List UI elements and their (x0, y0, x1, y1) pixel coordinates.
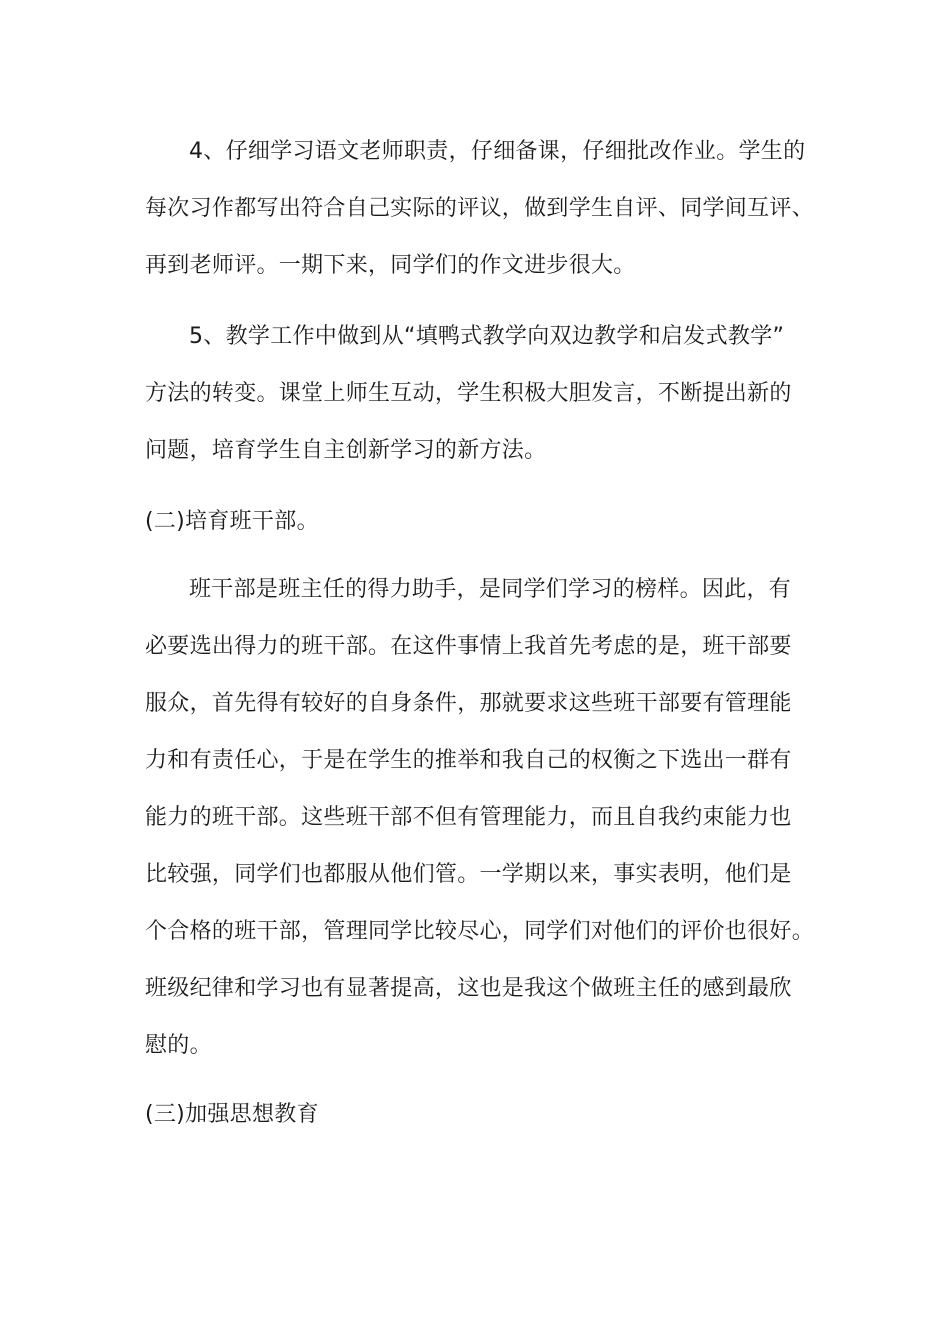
paragraph-3-line-2: 必要选出得力的班干部。在这件事情上我首先考虑的是，班干部要 (145, 634, 792, 659)
paragraph-3-line-3: 服众，首先得有较好的自身条件，那就要求这些班干部要有管理能 (145, 691, 792, 716)
section-heading-3: (三)加强思想教育 (145, 1102, 319, 1127)
paragraph-2-line-2: 方法的转变。课堂上师生互动，学生积极大胆发言，不断提出新的 (145, 381, 792, 406)
paragraph-2-line-3: 问题，培育学生自主创新学习的新方法。 (145, 438, 547, 463)
paragraph-3-line-1: 班干部是班主任的得力助手，是同学们学习的榜样。因此，有 (189, 577, 792, 602)
section-heading-2: (二)培育班干部。 (145, 509, 319, 534)
paragraph-2-line-1: 5、教学工作中做到从“填鸭式教学向双边教学和启发式教学” (189, 324, 785, 349)
paragraph-1-line-2: 每次习作都写出符合自己实际的评议，做到学生自评、同学间互评、 (145, 196, 815, 221)
paragraph-3-line-4: 力和有责任心，于是在学生的推举和我自己的权衡之下选出一群有 (145, 748, 792, 773)
paragraph-3-line-7: 个合格的班干部，管理同学比较尽心，同学们对他们的评价也很好。 (145, 919, 815, 944)
paragraph-3-line-5: 能力的班干部。这些班干部不但有管理能力，而且自我约束能力也 (145, 805, 792, 830)
paragraph-1-line-3: 再到老师评。一期下来，同学们的作文进步很大。 (145, 253, 636, 278)
paragraph-1-line-1: 4、仔细学习语文老师职责，仔细备课，仔细批改作业。学生的 (189, 139, 806, 164)
paragraph-3-line-8: 班级纪律和学习也有显著提高，这也是我这个做班主任的感到最欣 (145, 976, 792, 1001)
paragraph-3-line-6: 比较强，同学们也都服从他们管。一学期以来，事实表明，他们是 (145, 862, 792, 887)
paragraph-3-line-9: 慰的。 (145, 1033, 212, 1058)
